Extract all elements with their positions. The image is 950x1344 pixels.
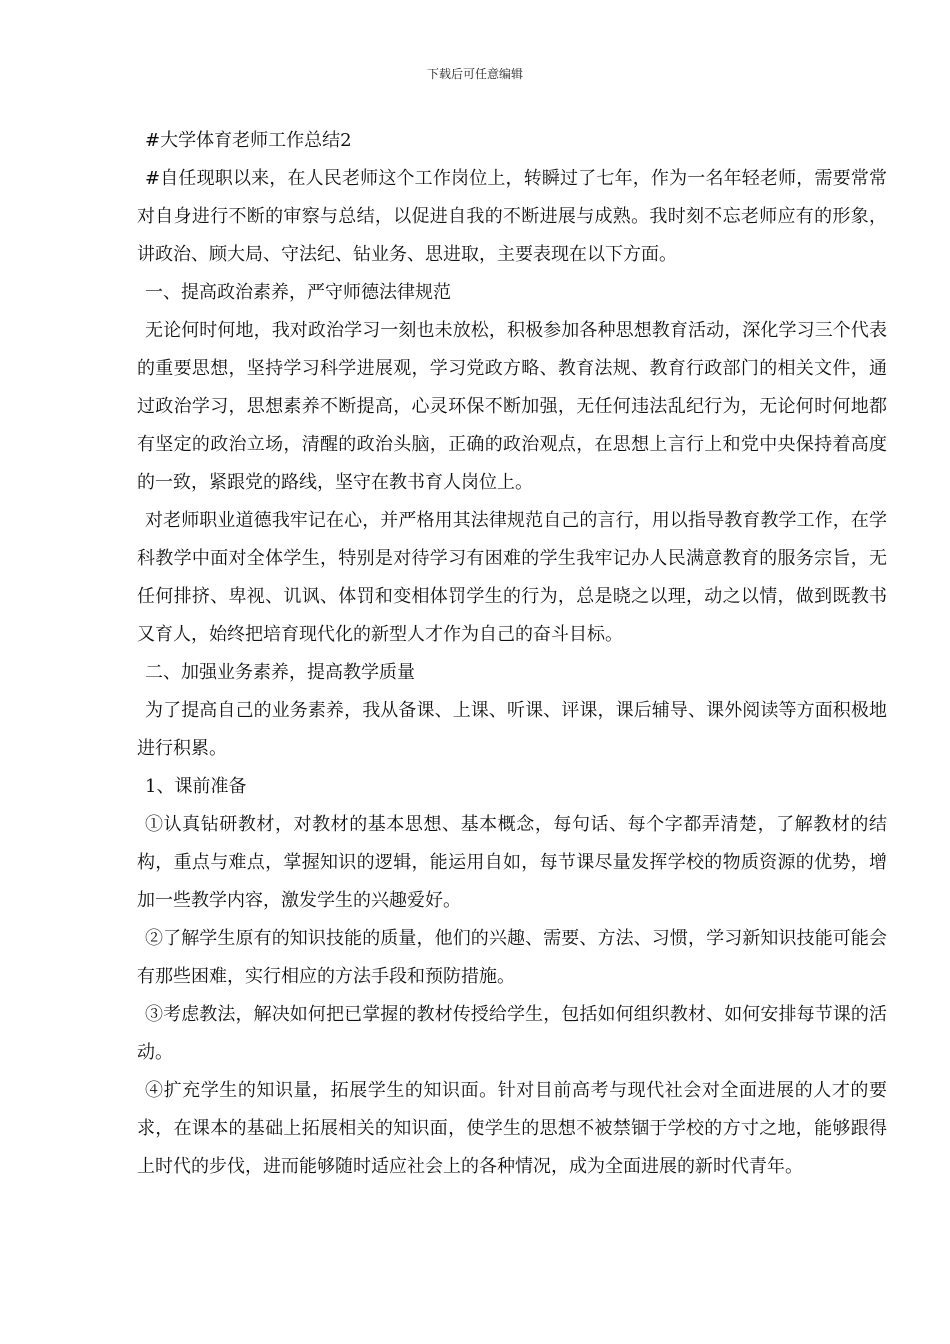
page-header: 下载后可任意编辑 bbox=[426, 67, 523, 81]
section-heading-1: 一、提高政治素养，严守师德法律规范 bbox=[145, 282, 451, 303]
subheading-lesson-prep: 1、课前准备 bbox=[145, 776, 247, 797]
document-body bbox=[137, 122, 887, 1186]
paragraph-politics: 无论何时何地，我对政治学习一刻也未放松，积极参加各种思想教育活动，深化学习三个代表的重要思想，坚持学习科学进展观，学习党政方略、教育法规、教育行政部门的相关文件，通过政治学习，思想素养不断提高，心灵环保不断加强，无任何违法乱纪行为，无论何时何地都有坚定的政治立场，清醒的政治头脑，正确的政治观点，在思想上言行上和党中央保持着高度的一致，紧跟党的路线，坚守在教书育人岗位上。 bbox=[137, 320, 887, 493]
list-item-1: ①认真钻研教材，对教材的基本思想、基本概念，每句话、每个字都弄清楚，了解教材的结构，重点与难点，掌握知识的逻辑，能运用自如，每节课尽量发挥学校的物质资源的优势，增加一些教学内容，激发学生的兴趣爱好。 bbox=[137, 814, 887, 911]
document-title: #大学体育老师工作总结2 bbox=[145, 130, 352, 151]
list-item-2: ②了解学生原有的知识技能的质量，他们的兴趣、需要、方法、习惯，学习新知识技能可能会有那些困难，实行相应的方法手段和预防措施。 bbox=[137, 928, 887, 987]
paragraph-professional: 为了提高自己的业务素养，我从备课、上课、听课、评课，课后辅导、课外阅读等方面积极地进行积累。 bbox=[137, 700, 887, 759]
paragraph-ethics: 对老师职业道德我牢记在心，并严格用其法律规范自己的言行，用以指导教育教学工作，在学科教学中面对全体学生，特别是对待学习有困难的学生我牢记办人民满意教育的服务宗旨，无任何排挤、卑视、讥讽、体罚和变相体罚学生的行为，总是晓之以理，动之以情，做到既教书又育人，始终把培育现代化的新型人才作为自己的奋斗目标。 bbox=[137, 510, 887, 645]
section-heading-2: 二、加强业务素养，提高教学质量 bbox=[145, 662, 415, 683]
paragraph-intro: #自任现职以来，在人民老师这个工作岗位上，转瞬过了七年，作为一名年轻老师，需要常常对自身进行不断的审察与总结，以促进自我的不断进展与成熟。我时刻不忘老师应有的形象，讲政治、顾大局、守法纪、钻业务、思进取，主要表现在以下方面。 bbox=[137, 168, 887, 265]
list-item-4: ④扩充学生的知识量，拓展学生的知识面。针对目前高考与现代社会对全面进展的人才的要求，在课本的基础上拓展相关的知识面，使学生的思想不被禁锢于学校的方寸之地，能够跟得上时代的步伐，进而能够随时适应社会上的各种情况，成为全面进展的新时代青年。 bbox=[137, 1080, 887, 1177]
list-item-3: ③考虑教法，解决如何把已掌握的教材传授给学生，包括如何组织教材、如何安排每节课的活动。 bbox=[137, 1004, 887, 1063]
